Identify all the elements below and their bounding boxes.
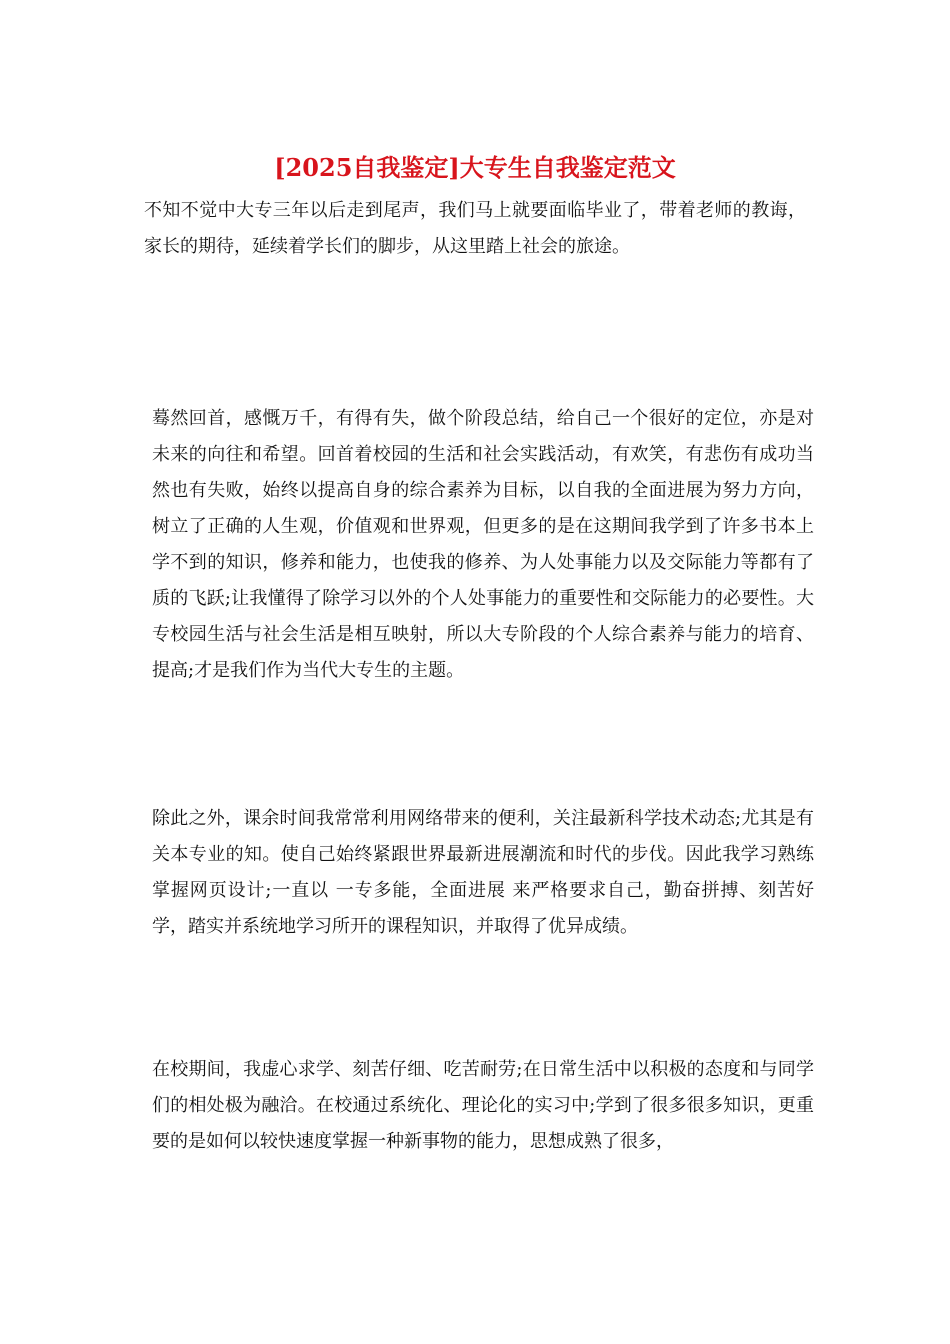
paragraph-4: 在校期间，我虚心求学、刻苦仔细、吃苦耐劳;在日常生活中以积极的态度和与同学们的相处极为融洽。在校通过系统化、理论化的实习中;学到了很多很多知识，更重要的是如何以较快速度掌握一种新事物的能力，思想成熟了很多， xyxy=(152,1059,814,1152)
paragraph-3: 除此之外，课余时间我常常利用网络带来的便利，关注最新科学技术动态;尤其是有关本专业的知。使自己始终紧跟世界最新进展潮流和时代的步伐。因此我学习熟练掌握网页设计;一直以 一专多能，全面进展 来严格要求自己，勤奋拼搏、刻苦好学，踏实并系统地学习所开的课程知识，并取得了优异成绩。 xyxy=(152,808,814,937)
paragraph-1: 不知不觉中大专三年以后走到尾声，我们马上就要面临毕业了，带着老师的教诲，家长的期待，延续着学长们的脚步，从这里踏上社会的旅途。 xyxy=(144,200,806,257)
document-title: [2025自我鉴定]大专生自我鉴定范文 xyxy=(274,153,676,182)
paragraph-2: 蓦然回首，感慨万千，有得有失，做个阶段总结，给自己一个很好的定位，亦是对未来的向往和希望。回首着校园的生活和社会实践活动，有欢笑，有悲伤有成功当然也有失败，始终以提高自身的综合素养为目标，以自我的全面进展为努力方向，树立了正确的人生观，价值观和世界观，但更多的是在这期间我学到了许多书本上学不到的知识，修养和能力，也使我的修养、为人处事能力以及交际能力等都有了质的飞跃;让我懂得了除学习以外的个人处事能力的重要性和交际能力的必要性。大专校园生活与社会生活是相互映射，所以大专阶段的个人综合素养与能力的培育、提高;才是我们作为当代大专生的主题。 xyxy=(152,408,814,681)
